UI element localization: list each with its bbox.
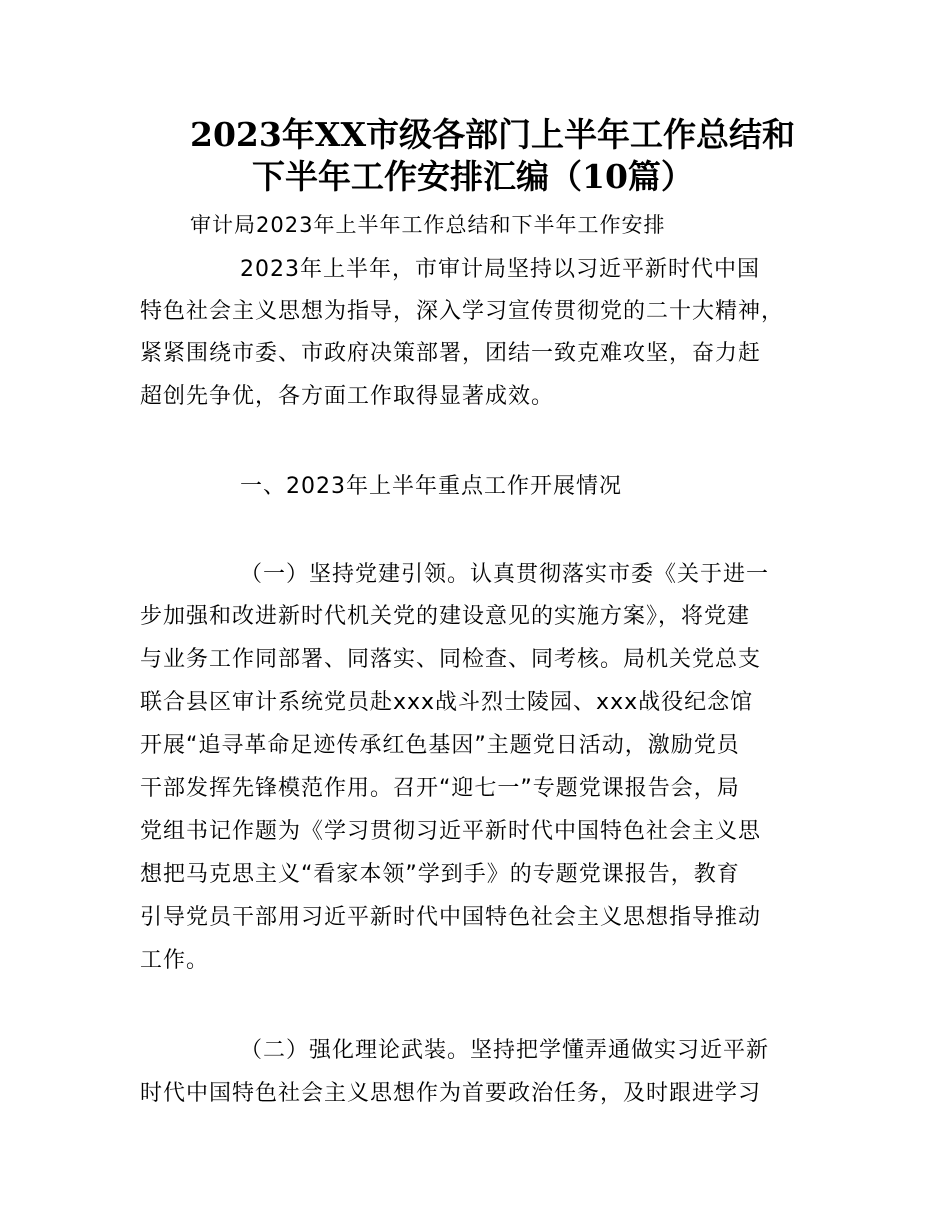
document-subtitle: 审计局2023年上半年工作总结和下半年工作安排 <box>190 213 666 237</box>
paragraph-line: 开展“追寻革命足迹传承红色基因”主题党日活动，激励党员 <box>140 733 740 758</box>
paragraph-line: （一）坚持党建引领。认真贯彻落实市委《关于进一 <box>240 562 770 587</box>
paragraph-line: （二）强化理论武装。坚持把学懂弄通做实习近平新 <box>240 1038 770 1063</box>
document-title-line-1: 2023年XX市级各部门上半年工作总结和 <box>190 115 796 154</box>
section-heading: 一、2023年上半年重点工作开展情况 <box>240 474 622 499</box>
paragraph-line: 步加强和改进新时代机关党的建设意见的实施方案》，将党建 <box>140 604 751 629</box>
intro-line: 超创先争优，各方面工作取得显著成效。 <box>140 384 555 409</box>
paragraph-line: 党组书记作题为《学习贯彻习近平新时代中国特色社会主义思 <box>140 819 762 844</box>
intro-line: 2023年上半年，市审计局坚持以习近平新时代中国 <box>240 257 760 282</box>
paragraph-line: 联合县区审计系统党员赴xxx战斗烈士陵园、xxx战役纪念馆 <box>140 690 754 715</box>
paragraph-line: 与业务工作同部署、同落实、同检查、同考核。局机关党总支 <box>140 647 762 672</box>
paragraph-line: 想把马克思主义“看家本领”学到手》的专题党课报告，教育 <box>140 862 740 887</box>
paragraph-line: 工作。 <box>140 948 210 973</box>
paragraph-line: 时代中国特色社会主义思想作为首要政治任务，及时跟进学习 <box>140 1081 762 1106</box>
paragraph-line: 引导党员干部用习近平新时代中国特色社会主义思想指导推动 <box>140 905 762 930</box>
intro-line: 紧紧围绕市委、市政府决策部署，团结一致克难攻坚，奋力赶 <box>140 341 762 366</box>
document-title-line-2: 下半年工作安排汇编（10篇） <box>252 157 694 196</box>
intro-line: 特色社会主义思想为指导，深入学习宣传贯彻党的二十大精神， <box>140 299 785 324</box>
paragraph-line: 干部发挥先锋模范作用。召开“迎七一”专题党课报告会，局 <box>140 776 740 801</box>
